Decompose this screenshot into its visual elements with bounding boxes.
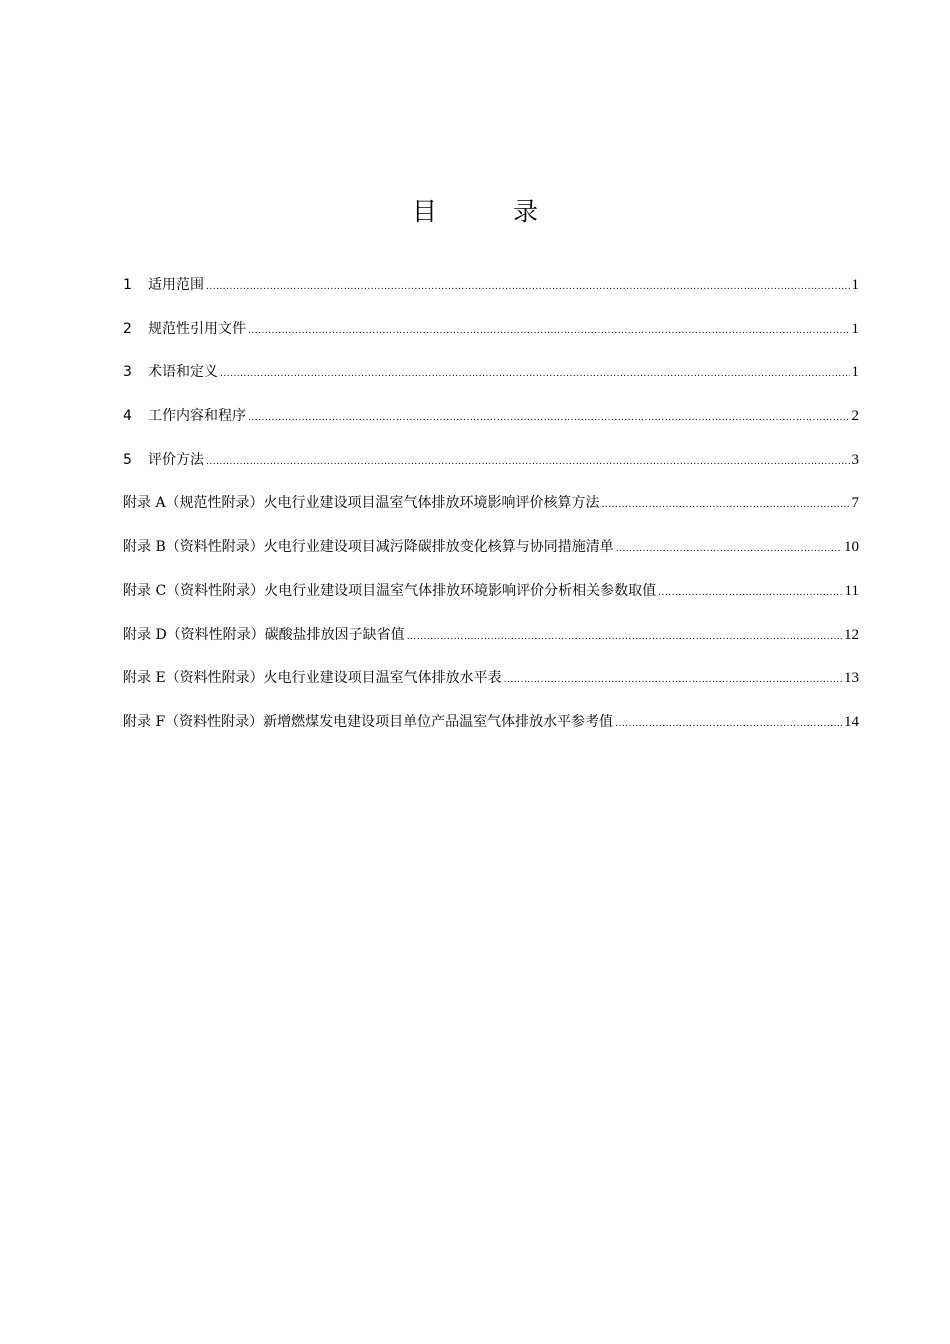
toc-dot-leader [658, 578, 842, 608]
toc-dot-leader [616, 534, 842, 564]
toc-section-number: 1 [123, 277, 132, 293]
toc-page-number: 12 [844, 626, 859, 643]
toc-entry-section-4[interactable] [123, 401, 859, 445]
toc-dot-leader [407, 622, 842, 652]
table-of-contents [123, 270, 859, 751]
toc-section-title: 术语和定义 [148, 364, 218, 381]
toc-entry-section-3[interactable] [123, 357, 859, 401]
toc-appendix-title: 附录 D（资料性附录）碳酸盐排放因子缺省值 [123, 626, 405, 643]
toc-appendix-title: 附录 F（资料性附录）新增燃煤发电建设项目单位产品温室气体排放水平参考值 [123, 713, 614, 730]
toc-entry-section-5[interactable] [123, 445, 859, 489]
toc-dot-leader [504, 665, 842, 695]
toc-dot-leader [220, 359, 850, 389]
toc-page-number: 1 [851, 364, 859, 381]
toc-section-title: 适用范围 [148, 277, 204, 293]
toc-page-number: 13 [844, 670, 859, 687]
toc-appendix-title: 附录 C（资料性附录）火电行业建设项目温室气体排放环境影响评价分析相关参数取值 [123, 582, 657, 599]
toc-dot-leader [206, 272, 850, 302]
toc-section-number: 2 [123, 320, 132, 337]
toc-appendix-title: 附录 E（资料性附录）火电行业建设项目温室气体排放水平表 [123, 670, 502, 687]
toc-page-number: 1 [851, 277, 859, 293]
toc-page-number: 2 [851, 408, 859, 425]
toc-section-title: 规范性引用文件 [148, 320, 246, 337]
toc-entry-appendix-b[interactable] [123, 532, 859, 576]
toc-section-number: 5 [123, 451, 132, 468]
toc-page-number: 1 [851, 320, 859, 337]
toc-page-number: 14 [844, 713, 859, 730]
toc-section-number: 4 [123, 408, 132, 425]
toc-entry-section-2[interactable] [123, 314, 859, 358]
toc-section-title: 工作内容和程序 [148, 408, 246, 425]
toc-page-number: 3 [851, 451, 859, 468]
toc-entry-appendix-a[interactable] [123, 488, 859, 532]
toc-dot-leader [248, 403, 850, 433]
toc-section-number: 3 [123, 364, 132, 381]
toc-page-number: 10 [844, 539, 859, 556]
toc-appendix-title: 附录 B（资料性附录）火电行业建设项目减污降碳排放变化核算与协同措施清单 [123, 539, 614, 556]
toc-entry-appendix-c[interactable] [123, 576, 859, 620]
toc-entry-appendix-e[interactable] [123, 663, 859, 707]
toc-entry-appendix-d[interactable] [123, 620, 859, 664]
toc-section-title: 评价方法 [148, 451, 204, 468]
toc-entry-appendix-f[interactable] [123, 707, 859, 751]
toc-dot-leader [602, 490, 850, 520]
toc-dot-leader [206, 447, 850, 477]
toc-entry-section-1[interactable] [123, 270, 859, 314]
toc-appendix-title: 附录 A（规范性附录）火电行业建设项目温室气体排放环境影响评价核算方法 [123, 495, 600, 512]
page-title: 目 录 [412, 197, 572, 226]
toc-page-number: 7 [851, 495, 859, 512]
toc-dot-leader [248, 316, 850, 346]
toc-dot-leader [615, 709, 842, 739]
toc-page-number: 11 [844, 582, 859, 599]
